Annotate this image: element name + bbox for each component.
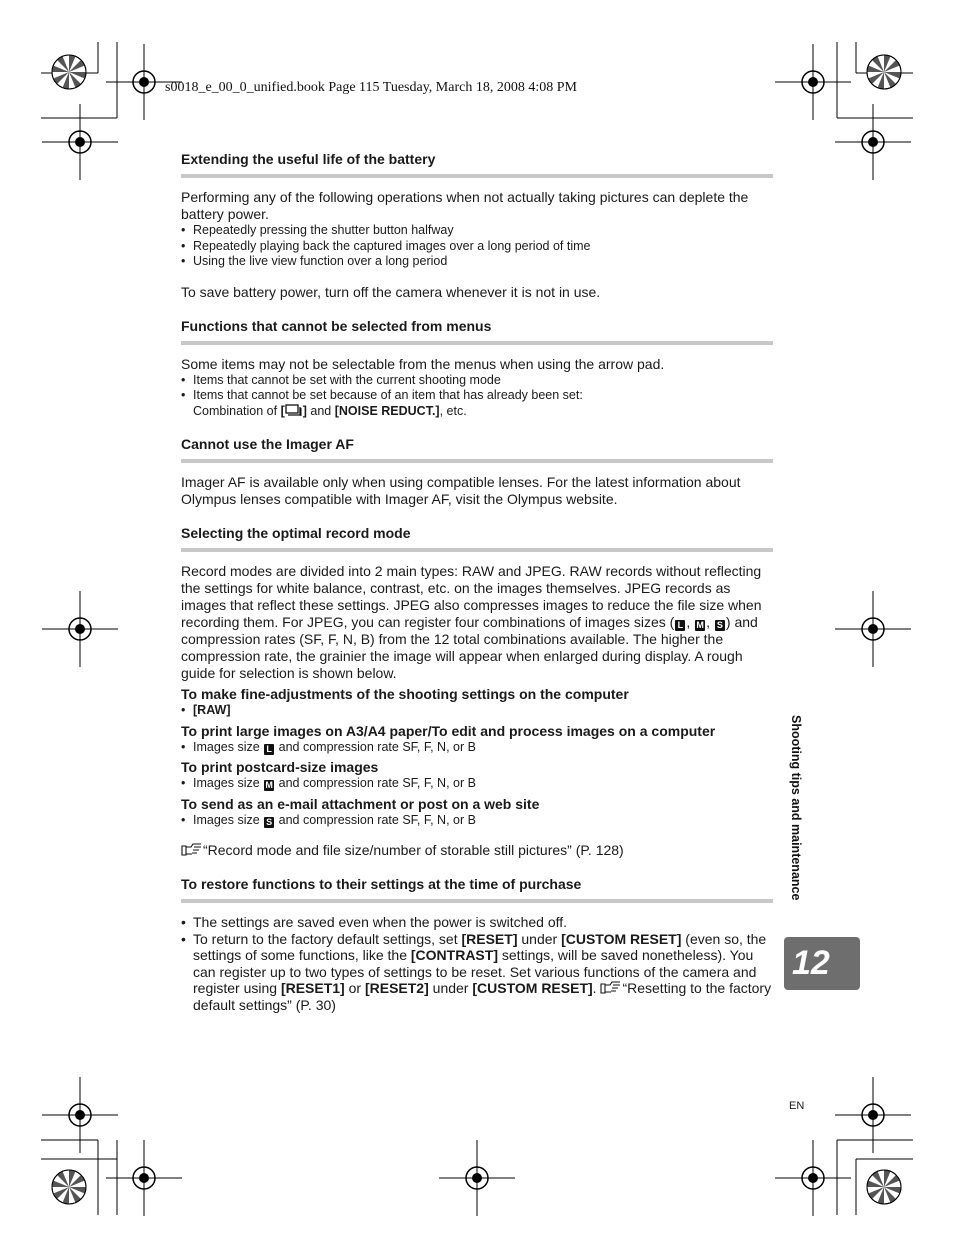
inline-text: To return to the factory default settings, set [193,930,462,947]
section-divider [181,174,773,178]
inline-text: (even so, the settings of some functions, like the [193,930,767,964]
inline-bold: [CUSTOM RESET] [561,930,682,947]
size-S-icon: S [266,816,273,827]
section-divider [181,341,773,345]
menus-list [181,373,773,420]
menus-intro: Some items may not be selectable from the menus when using the arrow pad. [181,355,665,372]
inline-text: and compression rate SF, F, N, or B [275,739,476,754]
list-item: • Repeatedly playing back the captured images over a long period of time [181,239,773,255]
inline-text: , etc. [439,403,467,418]
list-item [181,388,773,419]
record-body [181,563,773,682]
sub2-list [181,740,773,756]
list-item-text: Items that cannot be set because of an item that has already been set: [193,388,583,402]
inline-text: , [686,614,695,630]
list-item [181,776,773,792]
battery-intro: Performing any of the following operations when not actually taking pictures can deplete the battery power. [181,189,749,222]
inline-bold: ] [302,403,307,418]
inline-text: Images size [193,812,264,827]
inline-text: under [428,980,473,997]
inline-bold: [RESET] [461,930,518,947]
sub-heading: To make fine-adjustments of the shooting settings on the computer [181,686,629,702]
inline-text: Images size [193,739,264,754]
reference-text: “Resetting to the factory default settings” (P. 30) [193,980,772,1013]
sub-heading: To send as an e-mail attachment or post on a web site [181,795,540,812]
sub-heading: To print large images on A3/A4 paper/To edit and process images on a computer [181,722,716,739]
section-title-imager: Cannot use the Imager AF [181,436,354,452]
inline-text: or [344,980,365,997]
inline-text: settings, will be saved nonetheless). You can register up to two types of settings to be reset. Set various functions of the camera and register using [193,947,757,997]
sub1-list [181,703,773,719]
sequential-shooting-icon [285,404,303,416]
list-item: • Items that cannot be set with the current shooting mode [181,373,773,389]
section-title-battery: Extending the useful life of the battery [181,151,436,167]
list-item [181,931,773,1014]
list-item [181,740,773,756]
inline-text: Record modes are divided into 2 main types: RAW and JPEG. RAW records without reflecting the settings for white balance, contrast, etc. on the images themselves. JPEG records as images that reflect these settings. JPEG also compresses images to reduce the file size when recording them. For JPEG, you can register four combinations of images sizes ( [181,563,762,630]
list-item [181,703,773,719]
record-reference [181,842,773,859]
inline-bold: [CONTRAST] [410,947,498,964]
sub4-list [181,813,773,829]
imager-body: Imager AF is available only when using compatible lenses. For the latest information about Olympus lenses compatible with Imager AF, visit the Olympus website. [181,474,741,507]
inline-bold: [RESET2] [364,980,429,997]
inline-bold: [RESET1] [280,980,345,997]
noise-reduct-label: [NOISE REDUCT.] [334,403,440,418]
size-M-icon: M [265,780,273,790]
inline-text: Images size [193,776,264,790]
inline-bold: [ [280,403,285,418]
section-title-menus: Functions that cannot be selected from menus [181,317,492,334]
inline-text: , [706,614,714,630]
size-L-icon: L [264,744,274,755]
size-M-icon: M [696,620,704,630]
inline-text: . [592,980,601,997]
sub3-list [181,776,773,792]
battery-closing: To save battery power, turn off the camera whenever it is not in use. [181,283,601,300]
reference-text: “Record mode and file size/number of storable still pictures” (P. 128) [203,842,624,858]
battery-list [181,223,773,270]
inline-bold: [CUSTOM RESET] [472,980,593,997]
inline-text: Combination of [193,403,281,418]
section-title-restore: To restore functions to their settings at the time of purchase [181,876,582,892]
size-L-icon: L [675,620,685,631]
inline-text: and [306,403,335,418]
size-S-icon: S [716,620,723,630]
reference-hand-icon [181,843,203,856]
chapter-number-tab: 12 [784,937,860,990]
inline-text: and compression rate SF, F, N, or B [275,776,476,790]
chapter-side-label-text: Shooting tips and maintenance [789,715,803,901]
list-item: • The settings are saved even when the power is switched off. [181,914,773,931]
sub-heading: To print postcard-size images [181,759,379,775]
section-divider [181,548,773,552]
list-item: • Using the live view function over a long period [181,254,773,270]
list-item [181,813,773,829]
list-item: • Repeatedly pressing the shutter button halfway [181,223,773,239]
inline-text: ) and compression rates (SF, F, N, B) from the 12 total combinations available. The higher the compression rate, the grainier the image will appear when enlarged during display. A rough guide for selection is shown below. [181,614,758,681]
restore-list [181,914,773,1014]
main-content [181,150,773,1014]
section-divider [181,899,773,903]
section-divider [181,459,773,463]
raw-label: [RAW] [193,703,231,717]
section-title-record: Selecting the optimal record mode [181,525,411,541]
reference-hand-icon [600,981,622,994]
language-code: EN [789,1100,805,1112]
print-header: s0018_e_00_0_unified.book Page 115 Tuesday, March 18, 2008 4:08 PM [165,80,577,95]
inline-text: and compression rate SF, F, N, or B [275,812,476,827]
inline-text: under [517,930,562,947]
